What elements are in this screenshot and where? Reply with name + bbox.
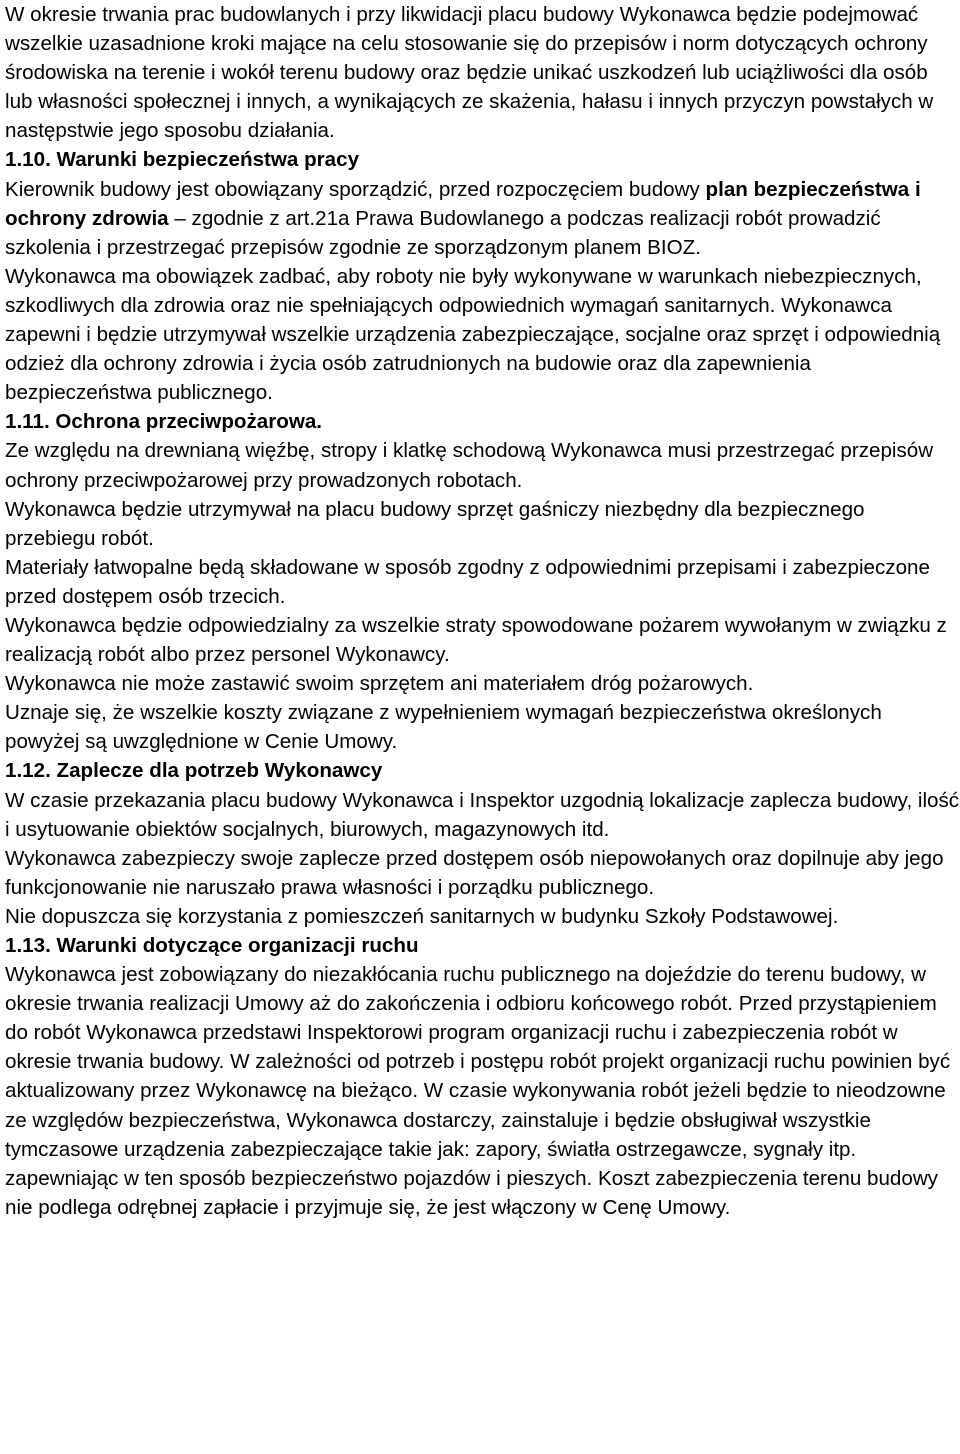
section-1-10-paragraph-1	[5, 175, 960, 262]
intro-paragraph: W okresie trwania prac budowlanych i przy likwidacji placu budowy Wykonawca będzie podejmować wszelkie uzasadnione kroki mające na celu stosowanie się do przepisów i norm dotyczących ochrony środowiska na terenie i wokół terenu budowy oraz będzie unikać uszkodzeń lub uciążliwości dla osób lub własności społecznej i innych, a wynikających ze skażenia, hałasu i innych przyczyn powstałych w następstwie jego sposobu działania.	[5, 3, 934, 143]
section-1-11-paragraph-3: Materiały łatwopalne będą składowane w sposób zgodny z odpowiednimi przepisami i zabezpieczone przed dostępem osób trzecich.	[5, 555, 930, 608]
section-1-13-paragraph-1: Wykonawca jest zobowiązany do niezakłócania ruchu publicznego na dojeździe do terenu budowy, w okresie trwania realizacji Umowy aż do zakończenia i odbioru końcowego robót. Przed przystąpieniem do robót Wykonawca przedstawi Inspektorowi program organizacji ruchu i zabezpieczenia robót w okresie trwania budowy. W zależności od potrzeb i postępu robót projekt organizacji ruchu powinien być aktualizowany przez Wykonawcę na bieżąco. W czasie wykonywania robót jeżeli będzie to nieodzowne ze względów bezpieczeństwa, Wykonawca dostarczy, zainstaluje i będzie obsługiwał wszystkie tymczasowe urządzenia zabezpieczające takie jak: zapory, światła ostrzegawcze, sygnały itp. zapewniając w ten sposób bezpieczeństwo pojazdów i pieszych. Koszt zabezpieczenia terenu budowy nie podlega odrębnej zapłacie i przyjmuje się, że jest włączony w Cenę Umowy.	[5, 963, 951, 1219]
section-1-11-paragraph-1: Ze względu na drewnianą więźbę, stropy i klatkę schodową Wykonawca musi przestrzegać przepisów ochrony przeciwpożarowej przy prowadzonych robotach.	[5, 439, 934, 492]
section-heading-1-13: 1.13. Warunki dotyczące organizacji ruchu	[5, 934, 419, 957]
section-1-10-paragraph-1-start: Kierownik budowy jest obowiązany sporządzić, przed rozpoczęciem budowy	[5, 177, 706, 201]
section-1-10-paragraph-2: Wykonawca ma obowiązek zadbać, aby roboty nie były wykonywane w warunkach niebezpiecznych, szkodliwych dla zdrowia oraz nie spełniających odpowiednich wymagań sanitarnych. Wykonawca zapewni i będzie utrzymywał wszelkie urządzenia zabezpieczające, socjalne oraz sprzęt i odpowiednią odzież dla ochrony zdrowia i życia osób zatrudnionych na budowie oraz dla zapewnienia bezpieczeństwa publicznego.	[5, 264, 941, 405]
section-1-11-paragraph-2: Wykonawca będzie utrzymywał na placu budowy sprzęt gaśniczy niezbędny dla bezpiecznego przebiegu robót.	[5, 497, 865, 550]
section-1-12-paragraph-1: W czasie przekazania placu budowy Wykonawca i Inspektor uzgodnią lokalizacje zaplecza budowy, ilość i usytuowanie obiektów socjalnych, biurowych, magazynowych itd.	[5, 788, 960, 841]
section-heading-1-10: 1.10. Warunki bezpieczeństwa pracy	[5, 148, 360, 172]
section-1-11-paragraph-6: Uznaje się, że wszelkie koszty związane z wypełnieniem wymagań bezpieczeństwa określonych powyżej są uwzględnione w Cenie Umowy.	[5, 701, 882, 754]
section-heading-1-12: 1.12. Zaplecze dla potrzeb Wykonawcy	[5, 759, 383, 783]
section-1-12-paragraph-3: Nie dopuszcza się korzystania z pomieszczeń sanitarnych w budynku Szkoły Podstawowej.	[5, 904, 839, 928]
section-1-10-paragraph-1-end: – zgodnie z art.21a Prawa Budowlanego a podczas realizacji robót prowadzić szkolenia i przestrzegać przepisów zgodnie ze sporządzonym planem BIOZ.	[5, 206, 881, 259]
bioz-plan-term: plan bezpieczeństwa i ochrony zdrowia	[5, 177, 921, 230]
section-1-11-paragraph-4: Wykonawca będzie odpowiedzialny za wszelkie straty spowodowane pożarem wywołanym w związku z realizacją robót albo przez personel Wykonawcy.	[5, 613, 947, 667]
section-1-12-paragraph-2: Wykonawca zabezpieczy swoje zaplecze przed dostępem osób niepowołanych oraz dopilnuje aby jego funkcjonowanie nie naruszało prawa własności i porządku publicznego.	[5, 846, 944, 899]
section-heading-1-11: 1.11. Ochrona przeciwpożarowa.	[5, 410, 323, 434]
section-1-11-paragraph-5: Wykonawca nie może zastawić swoim sprzętem ani materiałem dróg pożarowych.	[5, 672, 754, 696]
